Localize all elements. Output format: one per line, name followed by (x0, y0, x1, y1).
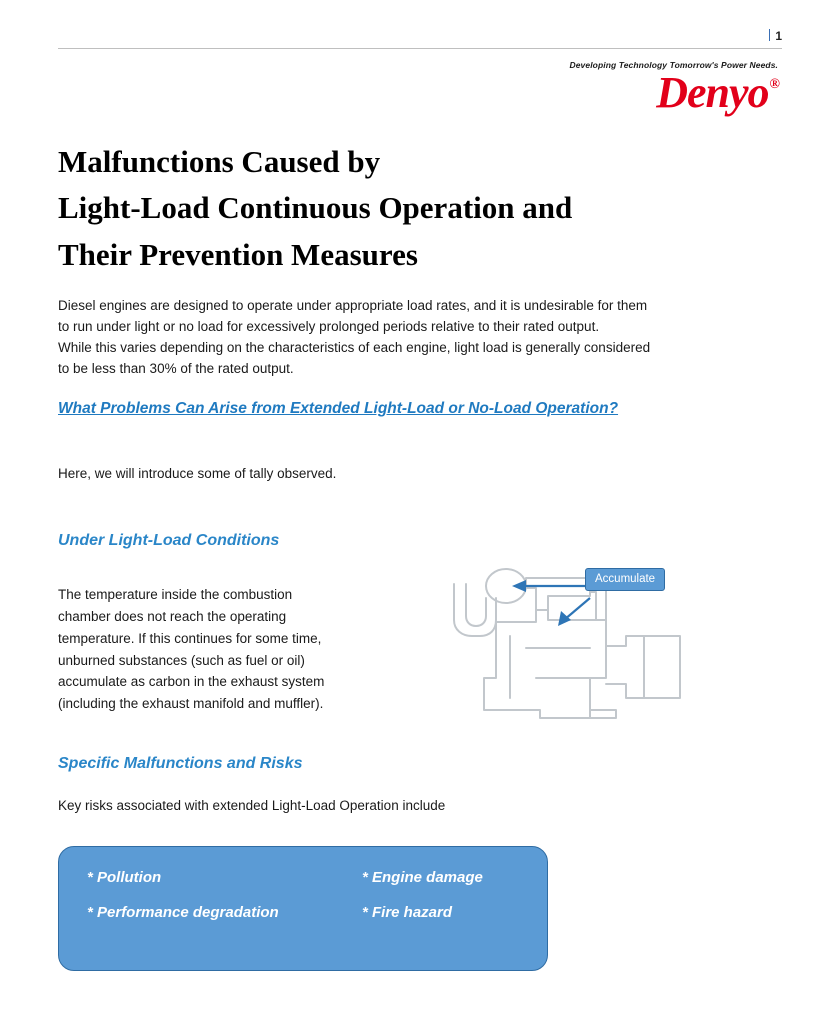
header-divider (58, 48, 782, 49)
section-heading-under-light-load: Under Light-Load Conditions (58, 532, 280, 549)
page-title-line-2: Light-Load Continuous Operation and (58, 190, 573, 226)
intro-line-3: While this varies depending on the characteristics of each engine, light load is generally considered (58, 339, 651, 355)
risk-item-pollution: * Pollution (87, 869, 162, 886)
risks-callout-box (58, 846, 548, 971)
page-number-bar-icon (769, 29, 770, 41)
page-number (769, 28, 782, 43)
section-body-under-light-load (58, 584, 398, 715)
page-number-value: 1 (775, 29, 782, 43)
logo-wordmark-text: Denyo (656, 68, 769, 117)
page-title-line-3: Their Prevention Measures (58, 236, 418, 272)
section1-line-1: The temperature inside the combustion (58, 587, 293, 602)
registered-trademark-icon: ® (769, 77, 779, 92)
risks-lead-text: Key risks associated with extended Light-Load Operation include (58, 798, 446, 813)
question-heading: What Problems Can Arise from Extended Light-Load or No-Load Operation? (58, 400, 619, 417)
risks-list (87, 869, 533, 921)
risk-item-fire-hazard: * Fire hazard (362, 904, 453, 921)
logo-tagline: Developing Technology Tomorrow's Power Needs. (569, 60, 778, 70)
page-title (58, 139, 758, 279)
logo-wordmark-wrap (656, 68, 779, 117)
risk-item-engine-damage: * Engine damage (362, 869, 483, 886)
lead-line: Here, we will introduce some of tally observed. (58, 466, 337, 481)
engine-diagram (440, 558, 740, 738)
intro-paragraph (58, 296, 783, 380)
intro-line-2: to run under light or no load for excessively prolonged periods relative to their rated output. (58, 318, 600, 334)
intro-line-1: Diesel engines are designed to operate under appropriate load rates, and it is undesirable for them (58, 298, 648, 313)
risk-item-performance-degradation: * Performance degradation (87, 904, 279, 921)
section1-line-2: chamber does not reach the operating (58, 608, 287, 624)
brand-logo (568, 60, 779, 117)
page-title-line-1: Malfunctions Caused by (58, 143, 381, 179)
section1-line-6: (including the exhaust manifold and muffler). (58, 696, 324, 712)
page-header (58, 28, 782, 50)
section1-line-4: unburned substances (such as fuel or oil) (58, 652, 305, 668)
section-heading-specific-malfunctions: Specific Malfunctions and Risks (58, 755, 303, 772)
callout-arrow-lines (520, 586, 590, 620)
section1-line-3: temperature. If this continues for some time, (58, 630, 322, 646)
intro-line-4: to be less than 30% of the rated output. (58, 360, 294, 376)
section1-line-5: accumulate as carbon in the exhaust system (58, 674, 325, 690)
accumulate-callout: Accumulate (585, 568, 665, 591)
